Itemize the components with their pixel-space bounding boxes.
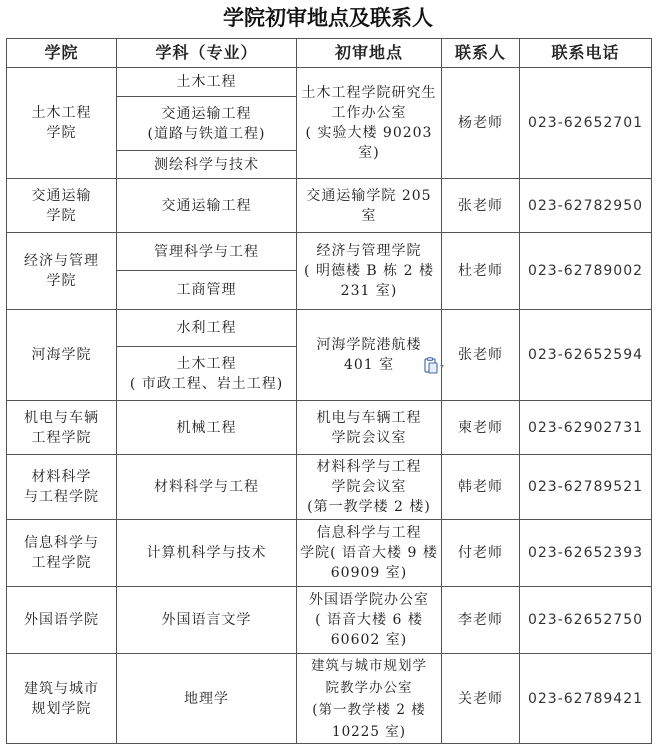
table-row [7,401,652,455]
subject-cell: 土木工程 [117,68,297,97]
location-cell: 机电与车辆工程 学院会议室 [297,401,442,455]
subject-cell: 外国语言文学 [117,587,297,654]
page-title: 学院初审地点及联系人 [223,5,433,30]
contact-cell: 韩老师 [442,455,520,520]
subject-cell: 测绘科学与技术 [117,151,297,179]
table-row [7,520,652,587]
table-row [7,587,652,654]
table-row [7,68,652,97]
table-row [7,455,652,520]
contact-cell: 付老师 [442,520,520,587]
subject-cell: 水利工程 [117,310,297,347]
table-row [7,654,652,744]
location-cell: 外国语学院办公室 ( 语音大楼 6 楼 60602 室) [297,587,442,654]
table-row [7,310,652,347]
contact-cell: 张老师 [442,179,520,233]
location-cell: 经济与管理学院 ( 明德楼 B 栋 2 楼 231 室) [297,233,442,310]
header-college: 学院 [7,39,117,68]
subject-cell: 计算机科学与技术 [117,520,297,587]
header-subject: 学科（专业） [117,39,297,68]
phone-cell: 023-62789421 [520,654,652,744]
header-phone: 联系电话 [520,39,652,68]
header-location: 初审地点 [297,39,442,68]
college-cell: 机电与车辆 工程学院 [7,401,117,455]
subject-cell: 材料科学与工程 [117,455,297,520]
subject-cell: 土木工程 ( 市政工程、岩土工程) [117,347,297,401]
subject-cell: 机械工程 [117,401,297,455]
phone-cell: 023-62789002 [520,233,652,310]
college-cell: 建筑与城市 规划学院 [7,654,117,744]
subject-cell: 地理学 [117,654,297,744]
phone-cell: 023-62652701 [520,68,652,179]
contact-cell: 杨老师 [442,68,520,179]
contact-cell: 张老师 [442,310,520,401]
location-cell: 材料科学与工程 学院会议室 (第一教学楼 2 楼) [297,455,442,520]
phone-cell: 023-62782950 [520,179,652,233]
contact-cell: 李老师 [442,587,520,654]
college-cell: 外国语学院 [7,587,117,654]
location-cell: 交通运输学院 205 室 [297,179,442,233]
phone-cell: 023-62652594 [520,310,652,401]
location-cell: 河海学院港航楼 401 室 [297,310,442,401]
table-row [7,179,652,233]
location-cell: 信息科学与工程 学院( 语音大楼 9 楼 60909 室) [297,520,442,587]
subject-cell: 工商管理 [117,271,297,310]
college-cell: 材料科学 与工程学院 [7,455,117,520]
subject-cell: 交通运输工程 [117,179,297,233]
paste-options-icon[interactable] [423,357,445,375]
table-row [7,233,652,271]
subject-cell: 交通运输工程 (道路与铁道工程) [117,97,297,151]
college-cell: 河海学院 [7,310,117,401]
phone-cell: 023-62902731 [520,401,652,455]
college-cell: 信息科学与 工程学院 [7,520,117,587]
contact-cell: 柬老师 [442,401,520,455]
college-cell: 交通运输 学院 [7,179,117,233]
subject-cell: 管理科学与工程 [117,233,297,271]
phone-cell: 023-62652750 [520,587,652,654]
contact-cell: 杜老师 [442,233,520,310]
header-contact: 联系人 [442,39,520,68]
contact-table [6,38,652,744]
contact-cell: 关老师 [442,654,520,744]
header-row [7,39,652,68]
phone-cell: 023-62652393 [520,520,652,587]
location-cell: 土木工程学院研究生 工作办公室 ( 实验大楼 90203 室) [297,68,442,179]
phone-cell: 023-62789521 [520,455,652,520]
college-cell: 土木工程 学院 [7,68,117,179]
college-cell: 经济与管理 学院 [7,233,117,310]
location-cell: 建筑与城市规划学 院教学办公室 (第一教学楼 2 楼 10225 室) [297,654,442,744]
